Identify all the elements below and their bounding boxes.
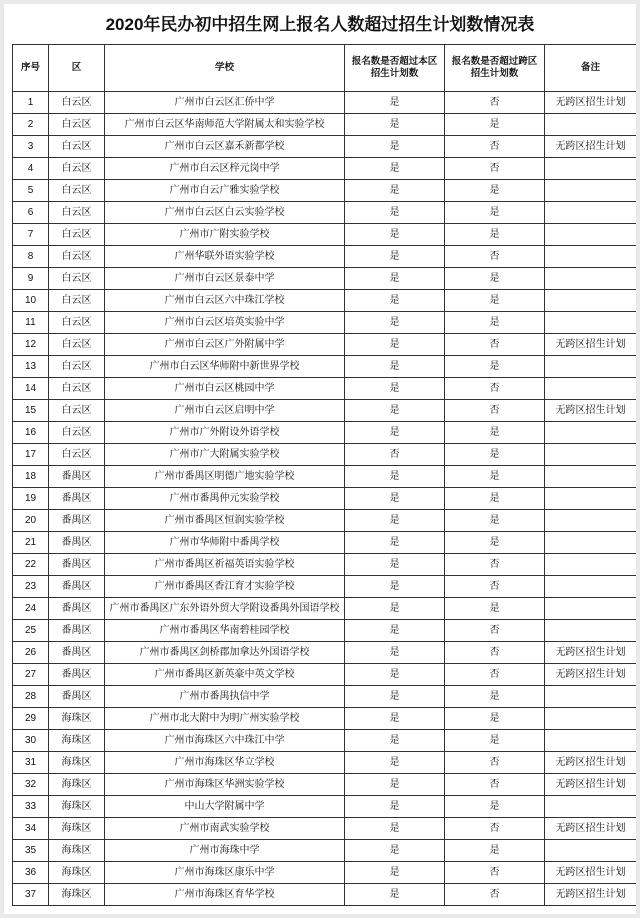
cell-remark <box>545 378 637 400</box>
table-row <box>13 136 637 158</box>
cell-district: 番禺区 <box>49 664 105 686</box>
cell-school: 广州市番禺区广东外语外贸大学附设番禺外国语学校 <box>105 598 345 620</box>
cell-no: 32 <box>13 774 49 796</box>
cell-district: 番禺区 <box>49 510 105 532</box>
cell-school: 广州市白云区启明中学 <box>105 400 345 422</box>
cell-no: 23 <box>13 576 49 598</box>
cell-no: 30 <box>13 730 49 752</box>
cell-over-district: 是 <box>345 114 445 136</box>
table-row <box>13 246 637 268</box>
cell-remark <box>545 158 637 180</box>
cell-school: 广州市番禺区恒润实验学校 <box>105 510 345 532</box>
table-row <box>13 796 637 818</box>
cell-over-cross: 否 <box>445 378 545 400</box>
cell-over-district: 是 <box>345 774 445 796</box>
cell-remark <box>545 356 637 378</box>
cell-over-district: 是 <box>345 686 445 708</box>
table-row <box>13 576 637 598</box>
table-row <box>13 422 637 444</box>
cell-no: 25 <box>13 620 49 642</box>
cell-school: 广州市番禺区祈福英语实验学校 <box>105 554 345 576</box>
cell-school: 广州市白云区嘉禾新都学校 <box>105 136 345 158</box>
cell-district: 白云区 <box>49 356 105 378</box>
cell-over-cross: 否 <box>445 400 545 422</box>
cell-over-cross: 是 <box>445 510 545 532</box>
cell-school: 广州市白云区华南师范大学附属太和实验学校 <box>105 114 345 136</box>
cell-district: 海珠区 <box>49 752 105 774</box>
cell-no: 11 <box>13 312 49 334</box>
table-row <box>13 884 637 906</box>
cell-no: 35 <box>13 840 49 862</box>
cell-no: 27 <box>13 664 49 686</box>
cell-over-cross: 否 <box>445 774 545 796</box>
cell-over-district: 是 <box>345 312 445 334</box>
cell-over-cross: 否 <box>445 576 545 598</box>
cell-no: 33 <box>13 796 49 818</box>
cell-over-cross: 否 <box>445 752 545 774</box>
enrollment-table <box>12 44 636 906</box>
cell-over-cross: 否 <box>445 862 545 884</box>
table-row <box>13 312 637 334</box>
cell-district: 白云区 <box>49 422 105 444</box>
cell-school: 广州市番禺执信中学 <box>105 686 345 708</box>
col-header-over-district-line2: 招生计划数 <box>370 68 419 80</box>
cell-over-district: 是 <box>345 554 445 576</box>
cell-remark <box>545 510 637 532</box>
cell-over-cross: 是 <box>445 268 545 290</box>
table-row <box>13 554 637 576</box>
cell-remark <box>545 444 637 466</box>
cell-over-district: 是 <box>345 708 445 730</box>
table-row <box>13 598 637 620</box>
table-row <box>13 708 637 730</box>
cell-school: 广州市华师附中番禺学校 <box>105 532 345 554</box>
cell-school: 广州市海珠区华洲实验学校 <box>105 774 345 796</box>
cell-over-district: 是 <box>345 334 445 356</box>
col-header-no <box>13 45 49 92</box>
cell-over-district: 是 <box>345 598 445 620</box>
cell-over-district: 否 <box>345 444 445 466</box>
cell-remark <box>545 114 637 136</box>
cell-over-district: 是 <box>345 796 445 818</box>
table-row <box>13 774 637 796</box>
cell-over-cross: 否 <box>445 620 545 642</box>
table-row <box>13 158 637 180</box>
cell-no: 21 <box>13 532 49 554</box>
cell-over-cross: 是 <box>445 796 545 818</box>
cell-school: 广州华联外语实验学校 <box>105 246 345 268</box>
cell-over-district: 是 <box>345 92 445 114</box>
cell-remark <box>545 686 637 708</box>
cell-over-district: 是 <box>345 488 445 510</box>
cell-remark: 无跨区招生计划 <box>545 774 637 796</box>
cell-over-district: 是 <box>345 576 445 598</box>
table-row <box>13 378 637 400</box>
cell-remark <box>545 180 637 202</box>
table-row <box>13 180 637 202</box>
cell-district: 白云区 <box>49 180 105 202</box>
cell-school: 广州市白云区白云实验学校 <box>105 202 345 224</box>
cell-no: 18 <box>13 466 49 488</box>
cell-over-cross: 否 <box>445 664 545 686</box>
cell-remark <box>545 598 637 620</box>
cell-remark: 无跨区招生计划 <box>545 334 637 356</box>
cell-district: 海珠区 <box>49 818 105 840</box>
cell-school: 广州市白云区培英实验中学 <box>105 312 345 334</box>
cell-district: 番禺区 <box>49 576 105 598</box>
cell-over-cross: 是 <box>445 114 545 136</box>
cell-remark <box>545 796 637 818</box>
cell-over-cross: 否 <box>445 92 545 114</box>
cell-over-cross: 是 <box>445 422 545 444</box>
cell-district: 白云区 <box>49 136 105 158</box>
cell-remark: 无跨区招生计划 <box>545 400 637 422</box>
cell-no: 28 <box>13 686 49 708</box>
cell-school: 广州市海珠区康乐中学 <box>105 862 345 884</box>
cell-district: 番禺区 <box>49 466 105 488</box>
cell-no: 12 <box>13 334 49 356</box>
cell-over-cross: 否 <box>445 334 545 356</box>
cell-school: 广州市白云区景泰中学 <box>105 268 345 290</box>
cell-school: 广州市海珠区六中珠江中学 <box>105 730 345 752</box>
cell-district: 白云区 <box>49 268 105 290</box>
cell-over-district: 是 <box>345 862 445 884</box>
cell-over-district: 是 <box>345 290 445 312</box>
cell-district: 白云区 <box>49 400 105 422</box>
cell-district: 海珠区 <box>49 708 105 730</box>
cell-school: 广州市白云区汇侨中学 <box>105 92 345 114</box>
cell-over-cross: 是 <box>445 686 545 708</box>
cell-school: 广州市广外附设外语学校 <box>105 422 345 444</box>
cell-no: 15 <box>13 400 49 422</box>
cell-remark: 无跨区招生计划 <box>545 818 637 840</box>
table-row <box>13 290 637 312</box>
cell-district: 白云区 <box>49 312 105 334</box>
cell-no: 20 <box>13 510 49 532</box>
cell-over-cross: 是 <box>445 312 545 334</box>
cell-district: 海珠区 <box>49 884 105 906</box>
cell-remark: 无跨区招生计划 <box>545 642 637 664</box>
cell-no: 5 <box>13 180 49 202</box>
table-row <box>13 114 637 136</box>
cell-no: 19 <box>13 488 49 510</box>
table-row <box>13 444 637 466</box>
col-header-over-cross-line1: 报名数是否超过跨区 <box>451 55 538 67</box>
table-row <box>13 268 637 290</box>
cell-district: 番禺区 <box>49 488 105 510</box>
cell-district: 海珠区 <box>49 796 105 818</box>
col-header-no-label: 序号 <box>20 61 40 73</box>
cell-no: 29 <box>13 708 49 730</box>
cell-over-district: 是 <box>345 136 445 158</box>
table-body <box>13 92 637 906</box>
cell-remark <box>545 290 637 312</box>
cell-school: 广州市广大附属实验学校 <box>105 444 345 466</box>
cell-over-cross: 是 <box>445 488 545 510</box>
cell-over-district: 是 <box>345 378 445 400</box>
cell-no: 1 <box>13 92 49 114</box>
cell-over-cross: 是 <box>445 224 545 246</box>
cell-no: 2 <box>13 114 49 136</box>
cell-school: 广州市白云区梓元岗中学 <box>105 158 345 180</box>
cell-school: 广州市白云区六中珠江学校 <box>105 290 345 312</box>
cell-school: 广州市广附实验学校 <box>105 224 345 246</box>
cell-school: 广州市番禺区明德广地实验学校 <box>105 466 345 488</box>
cell-over-district: 是 <box>345 268 445 290</box>
cell-no: 14 <box>13 378 49 400</box>
cell-district: 海珠区 <box>49 730 105 752</box>
cell-no: 6 <box>13 202 49 224</box>
cell-no: 17 <box>13 444 49 466</box>
cell-over-cross: 是 <box>445 598 545 620</box>
document-page <box>4 4 636 914</box>
cell-remark <box>545 202 637 224</box>
cell-district: 白云区 <box>49 444 105 466</box>
cell-no: 36 <box>13 862 49 884</box>
cell-over-district: 是 <box>345 752 445 774</box>
cell-remark <box>545 466 637 488</box>
col-header-over-district-line1: 报名数是否超过本区 <box>351 55 438 67</box>
cell-remark: 无跨区招生计划 <box>545 752 637 774</box>
cell-district: 海珠区 <box>49 862 105 884</box>
cell-no: 37 <box>13 884 49 906</box>
cell-no: 34 <box>13 818 49 840</box>
cell-remark <box>545 224 637 246</box>
table-row <box>13 818 637 840</box>
cell-over-cross: 是 <box>445 356 545 378</box>
col-header-over-district <box>345 45 445 92</box>
cell-over-cross: 是 <box>445 444 545 466</box>
cell-over-cross: 是 <box>445 202 545 224</box>
cell-over-cross: 是 <box>445 708 545 730</box>
table-row <box>13 202 637 224</box>
cell-district: 白云区 <box>49 202 105 224</box>
cell-over-cross: 否 <box>445 818 545 840</box>
cell-over-cross: 否 <box>445 642 545 664</box>
cell-over-cross: 是 <box>445 532 545 554</box>
cell-over-district: 是 <box>345 840 445 862</box>
cell-remark <box>545 620 637 642</box>
cell-district: 番禺区 <box>49 598 105 620</box>
cell-over-cross: 是 <box>445 180 545 202</box>
cell-district: 番禺区 <box>49 532 105 554</box>
col-header-school <box>105 45 345 92</box>
cell-district: 白云区 <box>49 114 105 136</box>
cell-no: 10 <box>13 290 49 312</box>
table-row <box>13 664 637 686</box>
cell-over-cross: 是 <box>445 730 545 752</box>
cell-remark <box>545 246 637 268</box>
cell-no: 9 <box>13 268 49 290</box>
cell-district: 白云区 <box>49 290 105 312</box>
cell-remark <box>545 554 637 576</box>
cell-over-cross: 否 <box>445 158 545 180</box>
cell-over-district: 是 <box>345 224 445 246</box>
cell-school: 广州市白云区华师附中新世界学校 <box>105 356 345 378</box>
cell-school: 广州市番禺仲元实验学校 <box>105 488 345 510</box>
cell-remark <box>545 840 637 862</box>
cell-school: 广州市海珠区华立学校 <box>105 752 345 774</box>
table-row <box>13 466 637 488</box>
cell-over-cross: 否 <box>445 884 545 906</box>
table-row <box>13 356 637 378</box>
cell-district: 白云区 <box>49 334 105 356</box>
cell-over-cross: 是 <box>445 466 545 488</box>
cell-remark <box>545 268 637 290</box>
table-row <box>13 752 637 774</box>
col-header-over-cross <box>445 45 545 92</box>
cell-no: 26 <box>13 642 49 664</box>
cell-district: 海珠区 <box>49 840 105 862</box>
cell-over-cross: 否 <box>445 246 545 268</box>
cell-remark: 无跨区招生计划 <box>545 92 637 114</box>
cell-over-district: 是 <box>345 356 445 378</box>
cell-remark <box>545 730 637 752</box>
table-row <box>13 862 637 884</box>
cell-no: 13 <box>13 356 49 378</box>
cell-district: 海珠区 <box>49 774 105 796</box>
table-row <box>13 642 637 664</box>
table-row <box>13 92 637 114</box>
table-row <box>13 400 637 422</box>
cell-remark: 无跨区招生计划 <box>545 136 637 158</box>
table-row <box>13 510 637 532</box>
cell-no: 31 <box>13 752 49 774</box>
cell-over-district: 是 <box>345 158 445 180</box>
cell-over-cross: 否 <box>445 136 545 158</box>
cell-remark: 无跨区招生计划 <box>545 884 637 906</box>
cell-district: 白云区 <box>49 158 105 180</box>
col-header-school-label: 学校 <box>214 61 234 73</box>
table-row <box>13 620 637 642</box>
table-row <box>13 532 637 554</box>
table-row <box>13 224 637 246</box>
page-title: 2020年民办初中招生网上报名人数超过招生计划数情况表 <box>105 15 535 34</box>
cell-over-district: 是 <box>345 246 445 268</box>
cell-district: 白云区 <box>49 378 105 400</box>
cell-school: 广州市海珠区育华学校 <box>105 884 345 906</box>
cell-over-district: 是 <box>345 180 445 202</box>
cell-no: 22 <box>13 554 49 576</box>
cell-district: 番禺区 <box>49 620 105 642</box>
cell-district: 番禺区 <box>49 554 105 576</box>
cell-school: 广州市北大附中为明广州实验学校 <box>105 708 345 730</box>
cell-school: 广州市番禺区香江育才实验学校 <box>105 576 345 598</box>
cell-no: 24 <box>13 598 49 620</box>
cell-no: 16 <box>13 422 49 444</box>
cell-over-district: 是 <box>345 664 445 686</box>
table-header-row <box>13 45 637 92</box>
col-header-remark-label: 备注 <box>580 61 600 73</box>
table-row <box>13 488 637 510</box>
cell-no: 3 <box>13 136 49 158</box>
cell-remark <box>545 488 637 510</box>
cell-over-district: 是 <box>345 422 445 444</box>
cell-over-district: 是 <box>345 642 445 664</box>
cell-over-district: 是 <box>345 510 445 532</box>
cell-over-district: 是 <box>345 620 445 642</box>
cell-remark: 无跨区招生计划 <box>545 664 637 686</box>
cell-remark <box>545 422 637 444</box>
col-header-district-label: 区 <box>71 61 82 73</box>
table-row <box>13 334 637 356</box>
cell-school: 广州市白云区桃园中学 <box>105 378 345 400</box>
cell-over-district: 是 <box>345 532 445 554</box>
cell-over-district: 是 <box>345 466 445 488</box>
cell-school: 广州市南武实验学校 <box>105 818 345 840</box>
cell-over-cross: 是 <box>445 840 545 862</box>
cell-over-district: 是 <box>345 818 445 840</box>
cell-school: 广州市白云广雅实验学校 <box>105 180 345 202</box>
cell-remark <box>545 532 637 554</box>
cell-school: 中山大学附属中学 <box>105 796 345 818</box>
cell-remark <box>545 576 637 598</box>
col-header-remark <box>545 45 637 92</box>
cell-over-cross: 否 <box>445 554 545 576</box>
cell-over-district: 是 <box>345 884 445 906</box>
cell-district: 番禺区 <box>49 686 105 708</box>
cell-over-cross: 是 <box>445 290 545 312</box>
cell-school: 广州市番禺区新英豪中英文学校 <box>105 664 345 686</box>
cell-remark: 无跨区招生计划 <box>545 862 637 884</box>
cell-no: 4 <box>13 158 49 180</box>
col-header-district <box>49 45 105 92</box>
cell-district: 番禺区 <box>49 642 105 664</box>
cell-district: 白云区 <box>49 92 105 114</box>
cell-over-district: 是 <box>345 400 445 422</box>
cell-over-district: 是 <box>345 730 445 752</box>
cell-school: 广州市白云区广外附属中学 <box>105 334 345 356</box>
col-header-over-cross-line2: 招生计划数 <box>470 68 519 80</box>
table-row <box>13 686 637 708</box>
cell-over-district: 是 <box>345 202 445 224</box>
cell-school: 广州市番禺区华南碧桂园学校 <box>105 620 345 642</box>
table-row <box>13 730 637 752</box>
cell-no: 7 <box>13 224 49 246</box>
cell-no: 8 <box>13 246 49 268</box>
cell-district: 白云区 <box>49 224 105 246</box>
cell-remark <box>545 708 637 730</box>
cell-school: 广州市番禺区剑桥郡加拿达外国语学校 <box>105 642 345 664</box>
table-row <box>13 840 637 862</box>
cell-school: 广州市海珠中学 <box>105 840 345 862</box>
cell-remark <box>545 312 637 334</box>
cell-district: 白云区 <box>49 246 105 268</box>
